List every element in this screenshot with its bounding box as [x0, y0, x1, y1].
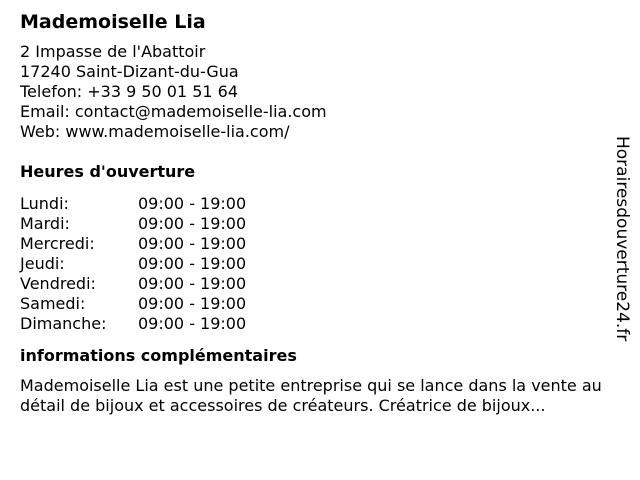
hours-heading: Heures d'ouverture — [20, 162, 196, 181]
business-card — [20, 9, 620, 416]
street-address: 2 Impasse de l'Abattoir — [20, 42, 206, 61]
hours-row — [20, 254, 620, 274]
hours-time: 09:00 - 19:00 — [138, 254, 247, 273]
hours-day: Mercredi: — [20, 234, 95, 253]
hours-row — [20, 274, 620, 294]
hours-time: 09:00 - 19:00 — [138, 194, 247, 213]
hours-row — [20, 214, 620, 234]
hours-row — [20, 294, 620, 314]
hours-row — [20, 194, 620, 214]
info-description: Mademoiselle Lia est une petite entreprise qui se lance dans la vente au détail de bijoux et accessoires de créateurs. Créatrice de bijoux... — [20, 376, 602, 415]
contact-block — [20, 42, 620, 142]
email-line: Email: contact@mademoiselle-lia.com — [20, 102, 327, 121]
hours-row — [20, 314, 620, 334]
hours-time: 09:00 - 19:00 — [138, 314, 247, 333]
business-name: Mademoiselle Lia — [20, 11, 206, 33]
hours-day: Vendredi: — [20, 274, 96, 293]
hours-day: Mardi: — [20, 214, 70, 233]
hours-day: Lundi: — [20, 194, 69, 213]
hours-day: Jeudi: — [20, 254, 65, 273]
info-heading: informations complémentaires — [20, 346, 297, 365]
city-address: 17240 Saint-Dizant-du-Gua — [20, 62, 239, 81]
site-watermark: Horairesdouverture24.fr — [612, 136, 632, 342]
hours-time: 09:00 - 19:00 — [138, 234, 247, 253]
phone-line: Telefon: +33 9 50 01 51 64 — [20, 82, 239, 101]
hours-table — [20, 194, 620, 334]
hours-time: 09:00 - 19:00 — [138, 294, 247, 313]
hours-time: 09:00 - 19:00 — [138, 274, 247, 293]
hours-time: 09:00 - 19:00 — [138, 214, 247, 233]
web-line: Web: www.mademoiselle-lia.com/ — [20, 122, 290, 141]
hours-row — [20, 234, 620, 254]
hours-day: Samedi: — [20, 294, 86, 313]
hours-day: Dimanche: — [20, 314, 107, 333]
